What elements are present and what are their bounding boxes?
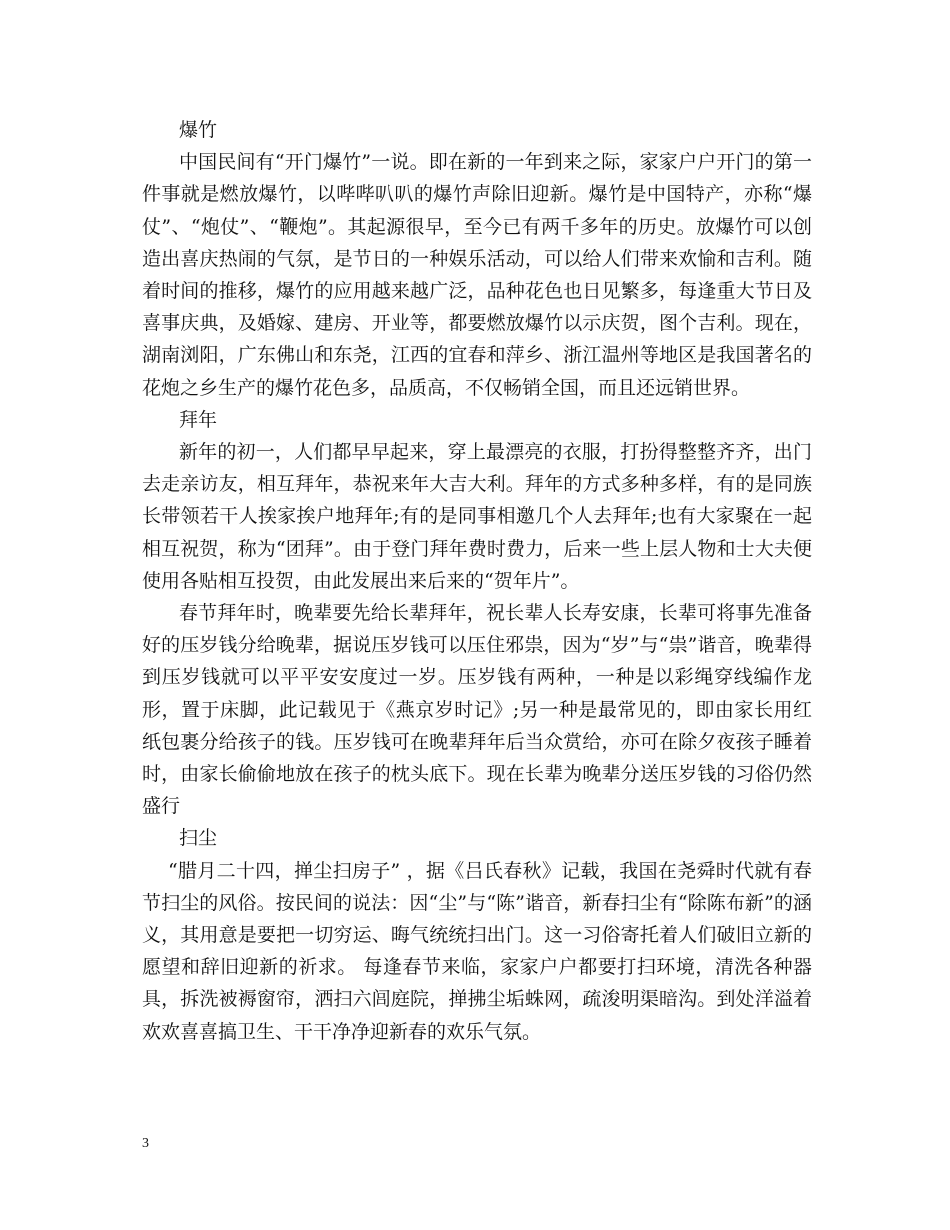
section-heading-firecrackers: 爆竹 (179, 119, 218, 141)
section-heading-new-year-greetings: 拜年 (179, 408, 218, 431)
paragraph-new-year-greetings-1: 新年的初一，人们都早早起来，穿上最漂亮的衣服，打扮得整整齐齐，出门去走亲访友，相互拜年，恭祝来年大吉大利。拜年的方式多种多样，有的是同族长带领若干人挨家挨户地拜年;有的是同事相邀几个人去拜年;也有大家聚在一起相互祝贺，称为“团拜”。由于登门拜年费时费力，后来一些上层人物和士大夫便使用各贴相互投贺，由此发展出来后来的“贺年片”。 (142, 441, 812, 592)
page-number: 3 (142, 1136, 149, 1151)
section-heading-sweeping-dust: 扫尘 (179, 827, 218, 850)
paragraph-sweeping-dust: “腊月二十四，掸尘扫房子” ，据《吕氏春秋》记载，我国在尧舜时代就有春节扫尘的风俗。按民间的说法：因“尘”与“陈”谐音，新春扫尘有“除陈布新”的涵义，其用意是要把一切穷运、晦气统统扫出门。这一习俗寄托着人们破旧立新的愿望和辞旧迎新的祈求。 每逢春节来临，家家户户都要打扫环境，清洗各种器具，拆洗被褥窗帘，洒扫六闾庭院，掸拂尘垢蛛网，疏浚明渠暗沟。到处洋溢着欢欢喜喜搞卫生、干干净净迎新春的欢乐气氛。 (142, 859, 812, 1043)
document-body (142, 114, 812, 1048)
paragraph-firecrackers: 中国民间有“开门爆竹”一说。即在新的一年到来之际，家家户户开门的第一件事就是燃放爆竹，以哔哔叭叭的爆竹声除旧迎新。爆竹是中国特产，亦称“爆仗”、“炮仗”、“鞭炮”。其起源很早，至今已有两千多年的历史。放爆竹可以创造出喜庆热闹的气氛，是节日的一种娱乐活动，可以给人们带来欢愉和吉利。随着时间的推移，爆竹的应用越来越广泛，品种花色也日见繁多，每逢重大节日及喜事庆典，及婚嫁、建房、开业等，都要燃放爆竹以示庆贺，图个吉利。现在，湖南浏阳，广东佛山和东尧，江西的宜春和萍乡、浙江温州等地区是我国著名的花炮之乡生产的爆竹花色多，品质高，不仅畅销全国，而且还远销世界。 (142, 151, 812, 399)
paragraph-new-year-greetings-2: 春节拜年时，晚辈要先给长辈拜年，祝长辈人长寿安康，长辈可将事先准备好的压岁钱分给晚辈，据说压岁钱可以压住邪祟，因为“岁”与“祟”谐音，晚辈得到压岁钱就可以平平安安度过一岁。压岁钱有两种，一种是以彩绳穿线编作龙形，置于床脚，此记载见于《燕京岁时记》;另一种是最常见的，即由家长用红纸包裹分给孩子的钱。压岁钱可在晚辈拜年后当众赏给，亦可在除夕夜孩子睡着时，由家长偷偷地放在孩子的枕头底下。现在长辈为晚辈分送压岁钱的习俗仍然盛行 (142, 602, 812, 818)
